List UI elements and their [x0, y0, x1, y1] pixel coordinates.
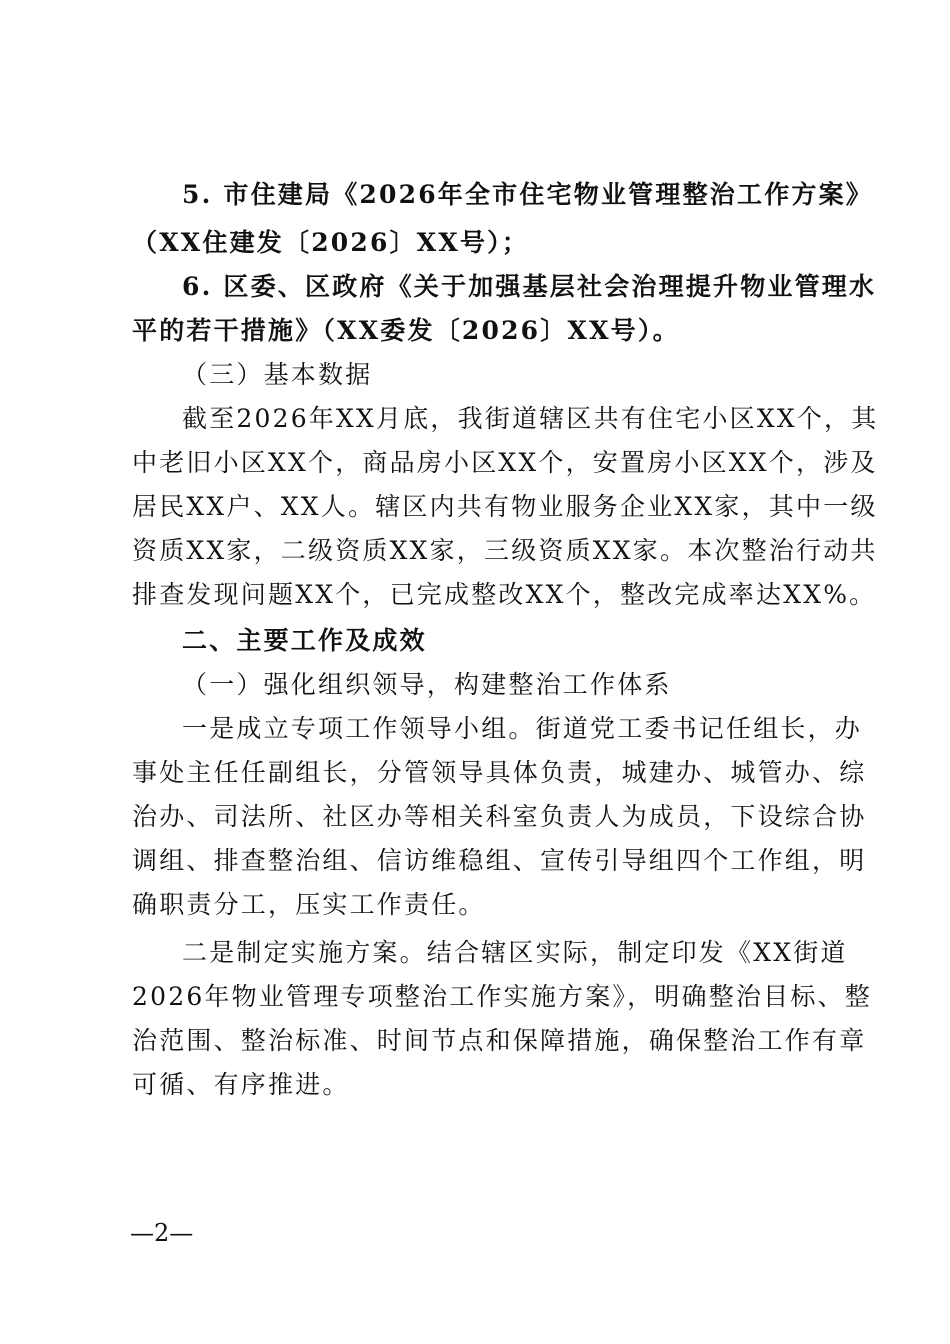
subsection-title-organization: （一）强化组织领导，构建整治工作体系 — [182, 670, 672, 699]
subsection-title-basic-data: （三）基本数据 — [182, 360, 373, 389]
paragraph-line: 一是成立专项工作领导小组。街道党工委书记任组长，办 — [182, 714, 863, 743]
paragraph-line: 2026年物业管理专项整治工作实施方案》，明确整治目标、整 — [132, 982, 872, 1011]
paragraph-line: 确职责分工，压实工作责任。 — [132, 890, 486, 919]
section-title-main-work: 二、主要工作及成效 — [182, 626, 427, 655]
paragraph-line: 治范围、整治标准、时间节点和保障措施，确保整治工作有章 — [132, 1026, 867, 1055]
reference-item-6-line-1 — [182, 270, 877, 304]
reference-item-number: 6. — [182, 272, 213, 301]
paragraph-line: 资质XX家，二级资质XX家，三级资质XX家。本次整治行动共 — [132, 536, 878, 565]
paragraph-line: 可循、有序推进。 — [132, 1070, 350, 1099]
paragraph-line: 事处主任任副组长，分管领导具体负责，城建办、城管办、综 — [132, 758, 867, 787]
paragraph-line: 中老旧小区XX个，商品房小区XX个，安置房小区XX个，涉及 — [132, 448, 878, 477]
reference-item-6-line-2: 平的若干措施》（XX委发〔2026〕XX号）。 — [132, 316, 680, 345]
paragraph-line: 居民XX户、XX人。辖区内共有物业服务企业XX家，其中一级 — [132, 492, 878, 521]
reference-item-5-line-1 — [182, 178, 873, 212]
reference-item-text: 市住建局《2026年全市住宅物业管理整治工作方案》 — [223, 180, 873, 209]
paragraph-line: 截至2026年XX月底，我街道辖区共有住宅小区XX个，其 — [182, 404, 879, 433]
reference-item-text: 区委、区政府《关于加强基层社会治理提升物业管理水 — [223, 272, 877, 301]
paragraph-line: 治办、司法所、社区办等相关科室负责人为成员，下设综合协 — [132, 802, 867, 831]
page-number: —2— — [130, 1219, 194, 1247]
reference-item-number: 5. — [182, 180, 213, 209]
paragraph-line: 二是制定实施方案。结合辖区实际，制定印发《XX街道 — [182, 938, 848, 967]
reference-item-5-line-2: （XX住建发〔2026〕XX号）； — [132, 228, 530, 257]
paragraph-line: 调组、排查整治组、信访维稳组、宣传引导组四个工作组，明 — [132, 846, 867, 875]
paragraph-line: 排查发现问题XX个，已完成整改XX个，整改完成率达XX%。 — [132, 580, 877, 609]
